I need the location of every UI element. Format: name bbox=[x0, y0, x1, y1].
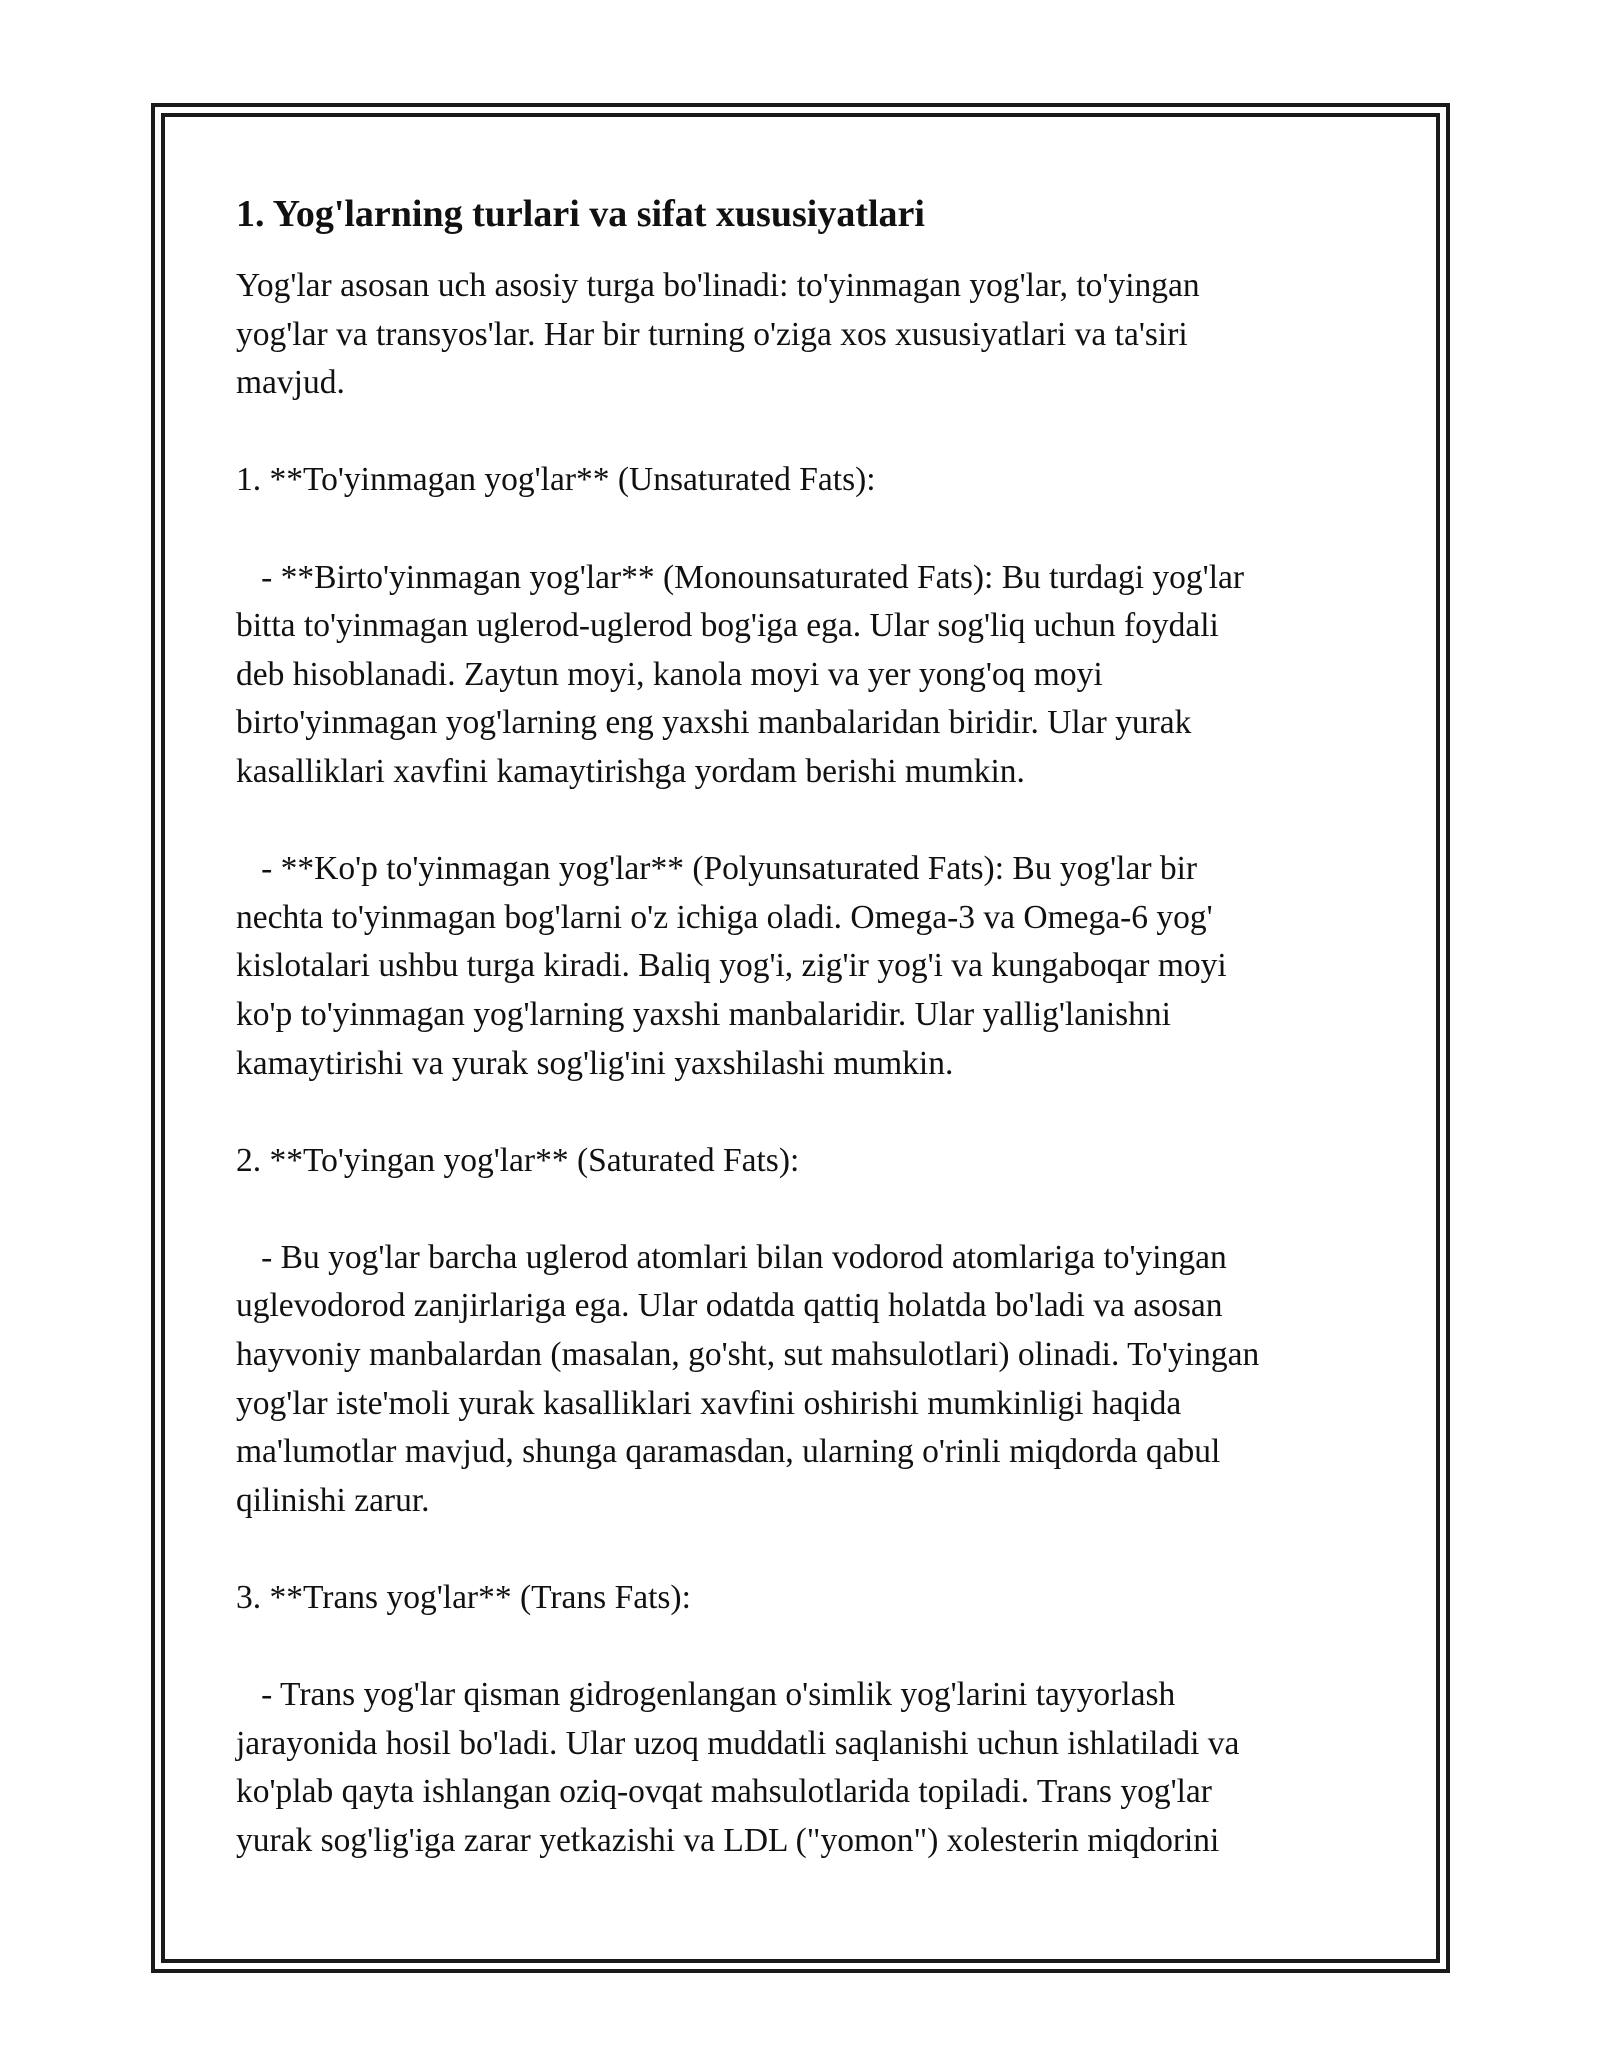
subitem-polyunsaturated: - **Ko'p to'yinmagan yog'lar** (Polyunsaturated Fats): Bu yog'lar bir nechta to'yinmagan bog'larni o'z ichiga oladi. Omega-3 va Omega-6 yog' kislotalari ushbu turga kiradi. Baliq yog'i, zig'ir yog'i va kungaboqar moyi ko'p to'yinmagan yog'larning yaxshi manbalaridir. Ular yallig'lanishni kamaytirishi va yurak sog'lig'ini yaxshilashi mumkin. bbox=[236, 850, 1227, 1082]
subitem-trans-desc: - Trans yog'lar qisman gidrogenlangan o'simlik yog'larini tayyorlash jarayonida hosil bo'ladi. Ular uzoq muddatli saqlanishi uchun ishlatiladi va ko'plab qayta ishlangan oziq-ovqat mahsulotlarida topiladi. Trans yog'lar yurak sog'lig'iga zarar yetkazishi va LDL ("yomon") xolesterin miqdorini bbox=[236, 1676, 1240, 1859]
list-item-unsaturated: 1. **To'yinmagan yog'lar** (Unsaturated Fats): bbox=[236, 461, 876, 499]
section-heading: 1. Yog'larning turlari va sifat xususiyatlari bbox=[236, 193, 925, 235]
subitem-saturated-desc: - Bu yog'lar barcha uglerod atomlari bilan vodorod atomlariga to'yingan uglevodorod zanjirlariga ega. Ular odatda qattiq holatda bo'ladi va asosan hayvoniy manbalardan (masalan, go'sht, sut mahsulotlari) olinadi. To'yingan yog'lar iste'moli yurak kasalliklari xavfini oshirishi mumkinligi haqida ma'lumotlar mavjud, shunga qaramasdan, ularning o'rinli miqdorda qabul qilinishi zarur. bbox=[236, 1238, 1260, 1519]
subitem-monounsaturated: - **Birto'yinmagan yog'lar** (Monounsaturated Fats): Bu turdagi yog'lar bitta to'yinmagan uglerod-uglerod bog'iga ega. Ular sog'liq uchun foydali deb hisoblanadi. Zaytun moyi, kanola moyi va yer yong'oq moyi birto'yinmagan yog'larning eng yaxshi manbalaridan biridir. Ular yurak kasalliklari xavfini kamaytirishga yordam berishi mumkin. bbox=[236, 558, 1245, 790]
list-item-trans: 3. **Trans yog'lar** (Trans Fats): bbox=[236, 1579, 691, 1617]
list-item-saturated: 2. **To'yingan yog'lar** (Saturated Fats): bbox=[236, 1141, 800, 1179]
intro-paragraph: Yog'lar asosan uch asosiy turga bo'linadi: to'yinmagan yog'lar, to'yingan yog'lar va transyos'lar. Har bir turning o'ziga xos xususiyatlari va ta'siri mavjud. bbox=[236, 267, 1200, 402]
document-body bbox=[236, 190, 1366, 1866]
